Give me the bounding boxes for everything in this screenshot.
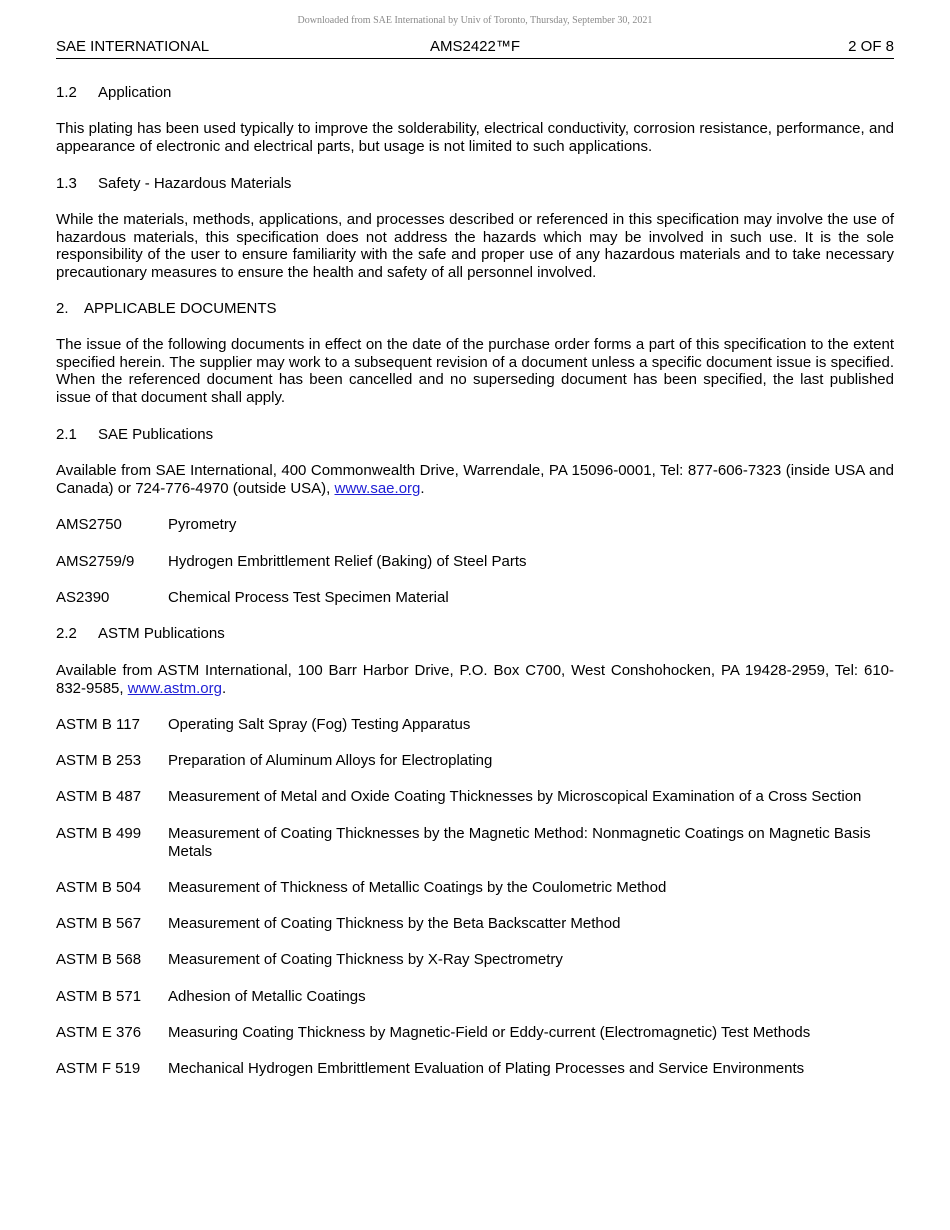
reference-title: Chemical Process Test Specimen Material [168, 589, 449, 606]
reference-row [56, 951, 894, 969]
section-number: 1.3 [56, 175, 77, 192]
section-2-1-heading [56, 426, 894, 444]
section-2-1-body [56, 462, 894, 497]
reference-title: Adhesion of Metallic Coatings [168, 988, 366, 1005]
section-2-2-heading [56, 625, 894, 643]
section-1-2-body: This plating has been used typically to improve the solderability, electrical conductivity, corrosion resistance, performance, and appearance of electronic and electrical parts, but usage is not limited to such applications. [56, 120, 894, 155]
reference-code: ASTM B 568 [56, 951, 142, 968]
header-org: SAE INTERNATIONAL [56, 38, 210, 55]
section-2-1-text: Available from SAE International, 400 Commonwealth Drive, Warrendale, PA 15096-0001, Tel: 877-606-7323 (inside USA and Canada) or 724-776-4970 (outside USA), [56, 462, 894, 497]
reference-row [56, 589, 894, 607]
section-2-heading [56, 300, 894, 318]
reference-row [56, 716, 894, 734]
header-doc-id: AMS2422™F [429, 38, 521, 55]
reference-row [56, 915, 894, 933]
reference-row [56, 553, 894, 571]
reference-row [56, 988, 894, 1006]
page-header [56, 38, 894, 59]
reference-row [56, 825, 894, 860]
sentence-end: . [221, 679, 227, 697]
section-2-2-text: Available from ASTM International, 100 Barr Harbor Drive, P.O. Box C700, West Conshohocken, PA 19428-2959, Tel: 610-832-9585, [56, 662, 894, 697]
download-note: Downloaded from SAE International by Univ of Toronto, Thursday, September 30, 2021 [297, 15, 653, 26]
reference-code: ASTM B 567 [56, 915, 142, 932]
reference-title: Operating Salt Spray (Fog) Testing Apparatus [168, 716, 471, 733]
reference-title: Measurement of Coating Thicknesses by the Magnetic Method: Nonmagnetic Coatings on Magnetic Basis Metals [168, 825, 871, 860]
section-title: Application [98, 84, 172, 101]
reference-title: Preparation of Aluminum Alloys for Electroplating [168, 752, 493, 769]
sentence-end: . [420, 479, 425, 497]
reference-row [56, 788, 894, 806]
reference-code: ASTM B 571 [56, 988, 142, 1005]
reference-code: ASTM B 487 [56, 788, 142, 805]
section-1-3-heading [56, 175, 894, 193]
reference-code: AS2390 [56, 589, 110, 606]
reference-code: AMS2750 [56, 516, 122, 533]
reference-title: Mechanical Hydrogen Embrittlement Evaluation of Plating Processes and Service Environments [168, 1060, 805, 1077]
reference-title: Measuring Coating Thickness by Magnetic-Field or Eddy-current (Electromagnetic) Test Methods [168, 1024, 811, 1041]
reference-code: ASTM B 117 [56, 716, 140, 733]
section-title: SAE Publications [98, 426, 214, 443]
section-2-2-body [56, 662, 894, 697]
section-number: 2.2 [56, 625, 77, 642]
section-1-3-body: While the materials, methods, applications, and processes described or referenced in this specification may involve the use of hazardous materials, this specification does not address the hazards which may be involved in such use. It is the sole responsibility of the user to ensure familiarity with the safe and proper use of any hazardous materials and to take necessary precautionary measures to ensure the health and safety of all personnel involved. [56, 211, 894, 281]
reference-title: Measurement of Coating Thickness by X-Ray Spectrometry [168, 951, 563, 968]
section-number: 2.1 [56, 426, 77, 443]
astm-website-link[interactable]: www.astm.org [127, 679, 222, 697]
section-title: Safety - Hazardous Materials [98, 175, 292, 192]
reference-title: Measurement of Metal and Oxide Coating Thicknesses by Microscopical Examination of a Cross Section [168, 788, 862, 805]
reference-code: ASTM B 499 [56, 825, 142, 842]
reference-row [56, 1060, 894, 1078]
reference-title: Measurement of Coating Thickness by the Beta Backscatter Method [168, 915, 621, 932]
section-title: APPLICABLE DOCUMENTS [84, 300, 277, 317]
reference-code: ASTM F 519 [56, 1060, 141, 1077]
reference-code: ASTM E 376 [56, 1024, 142, 1041]
header-page-number: 2 OF 8 [848, 38, 894, 55]
reference-code: ASTM B 504 [56, 879, 142, 896]
reference-row [56, 879, 894, 897]
reference-title: Pyrometry [168, 516, 237, 533]
section-2-body: The issue of the following documents in effect on the date of the purchase order forms a part of this specification to the extent specified herein. The supplier may work to a subsequent revision of a document unless a specific document issue is specified. When the referenced document has been cancelled and no superseding document has been specified, the last published issue of that document shall apply. [56, 336, 894, 406]
sae-website-link[interactable]: www.sae.org [334, 479, 421, 497]
reference-code: ASTM B 253 [56, 752, 142, 769]
reference-row [56, 1024, 894, 1042]
reference-title: Hydrogen Embrittlement Relief (Baking) of Steel Parts [168, 553, 527, 570]
section-title: ASTM Publications [98, 625, 225, 642]
section-number: 1.2 [56, 84, 77, 101]
reference-row [56, 516, 894, 534]
reference-title: Measurement of Thickness of Metallic Coatings by the Coulometric Method [168, 879, 667, 896]
reference-code: AMS2759/9 [56, 553, 135, 570]
section-number: 2. [56, 300, 69, 317]
reference-row [56, 752, 894, 770]
section-1-2-heading [56, 84, 894, 102]
